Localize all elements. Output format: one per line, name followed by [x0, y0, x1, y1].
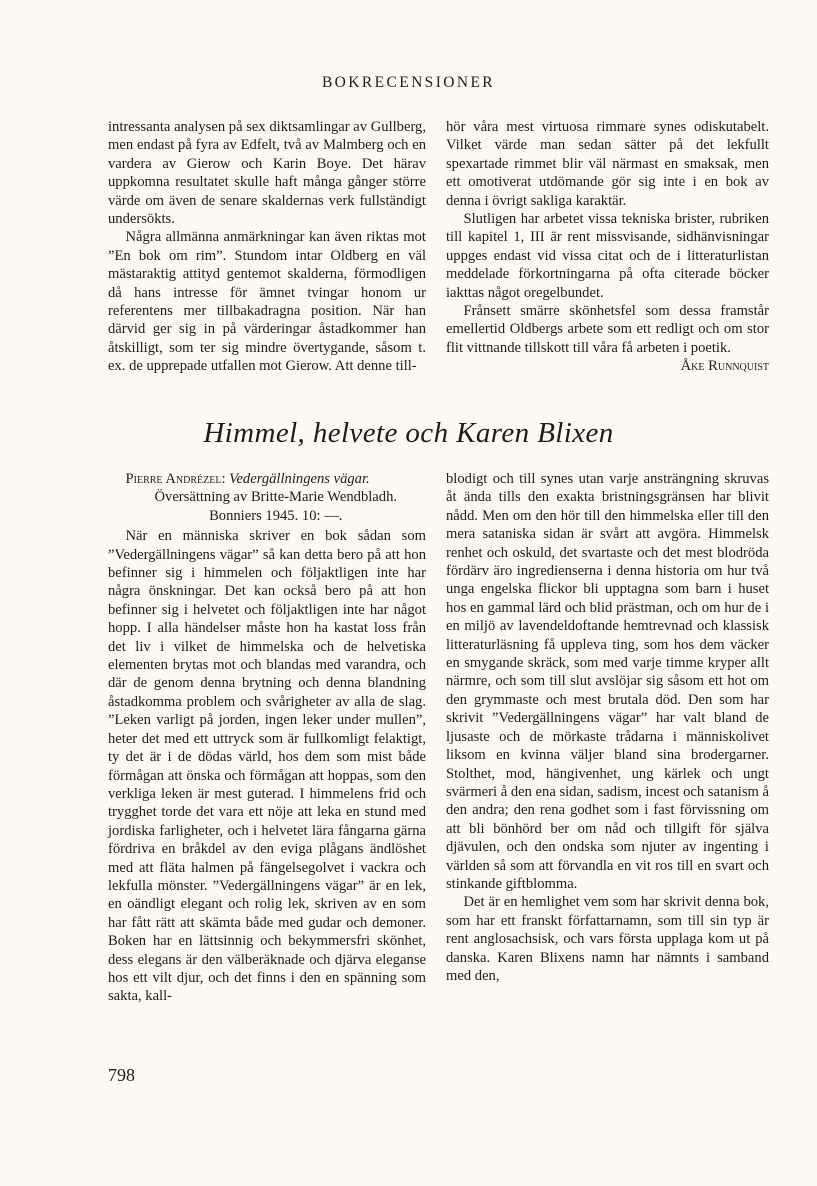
article-right-column: [446, 470, 769, 985]
signature-line: [446, 357, 769, 375]
article-left-column: [108, 470, 426, 1006]
paragraph: blodigt och till synes utan varje ansträngning skruvas åt ända tills den exakta bristningsgränsen har blivit nådd. Men om den hör till den himmelska eller till den mera sataniska sidan är svårt att avgöra. Himmelsk renhet och oskuld, det svartaste och det mest blodröda fördärv äro ingredienserna i denna historia om hur två unga engelska flickor bli upptagna som barn i huset hos en gammal lärd och blid prästman, och om hur de i en miljö av lavendeldoftande hemtrevnad och klassisk litteraturläsning få uppleva ting, som hos dem väcker en smygande skräck, som med varje timme kryper allt närmre, och som till slut avslöjar sig såsom ett hot om den grymmaste och mest brutala död. Den som har skrivit ”Vedergällningens vägar” har valt bland de ljusaste och de mörkaste trådarna i människolivet liksom en kvinna väljer bland sina brodergarner. Stolthet, mod, hängivenhet, ung kärlek och ungt svärmeri å den ena sidan, sadism, incest och satanism å den andra; den rena godhet som i fast förvissning om att bli bönhörd ber om nåd och tillgift för själva djävulen, och den ondska som njuter av ingenting i världen så som att förvandla en vit ros till en svart och stinkande giftblomma.: [446, 471, 769, 892]
bibliographic-entry: Pierre Andrézel: Vedergällningens vägar. Översättning av Britte-Marie Wendbladh. Bonniers 1945. 10: —.: [108, 470, 426, 525]
running-header: BOKRECENSIONER: [321, 74, 496, 91]
review-end-right-column: [446, 118, 769, 376]
paragraph: Slutligen har arbetet vissa tekniska brister, rubriken till kapitel 1, III är rent missvisande, sidhänvisningar uppges endast vid vissa citat och de i litteraturlistan meddelade förkortningarna på ofta citerade böcker iakttas något oregelbundet.: [446, 211, 769, 301]
review-end-left-column: [108, 118, 426, 376]
paragraph: intressanta analysen på sex diktsamlingar av Gullberg, men endast på fyra av Edfelt, två av Malmberg och en vardera av Gierow och Karin Boye. Det härav uppkomna resultatet skulle haft många gånger större värde om även de senare skaldernas verk fullständigt undersökts.: [108, 119, 426, 228]
reviewer-signature: Åke Runnquist: [680, 358, 769, 375]
publisher-info: Bonniers 1945. 10: —.: [209, 507, 343, 524]
translation-credit: Översättning av Britte-Marie Wendbladh.: [154, 489, 398, 506]
page-number: 798: [108, 1065, 135, 1085]
book-author: Pierre Andrézel: [125, 471, 222, 487]
paragraph: Frånsett smärre skönhetsfel som dessa framstår emellertid Oldbergs arbete som ett redligt och om stor flit vittnande tillskott till våra få arbeten i poetik.: [446, 303, 769, 356]
paragraph: När en människa skriver en bok sådan som ”Vedergällningens vägar” så kan detta bero på att hon befinner sig i himmelen och följaktligen inte har några önskningar. Det kan också bero på att hon befinner sig i helvetet och följaktligen inte har något hopp. I alla händelser måste hon ha kastat loss från det liv i vilket de himmelska och de helvetiska elementen brytas mot och blandas med varandra, och där de genom denna brytning och denna blandning åstadkomma problem och svårigheter av alla de slag. ”Leken varligt på jorden, ingen leker under mullen”, heter det med ett uttryck som är fullkomligt felaktigt, ty det är i de dödas värld, hos dem som mist både förmågan att önska och förmågan att hoppas, som den verkliga leken är mest guterad. I himmelens frid och trygghet torde det vara ett nöje att leka en stund med jordiska farligheter, och i helvetet lära fångarna gärna fördriva en bråkdel av den eviga plågans ändlöshet med att fläta halmen på fängelsegolvet i vackra och lekfulla mönster. ”Vedergällningens vägar” är en lek, en oändligt elegant och rolig lek, skriven av en som har fått rätt att skämta både med gudar och demoner. Boken har en lättsinnig och bekymmersfri skönhet, dess elegans är den välberäknade och djärva eleganse hos ett vilt djur, och det finns i den en spänning som sakta, kall-: [108, 528, 426, 1005]
paragraph: Det är en hemlighet vem som har skrivit denna bok, som har ett franskt författarnamn, som till sin typ är rent anglosachsisk, och vars första upplaga kom ut på danska. Karen Blixens namn har nämnts i samband med den,: [446, 894, 769, 984]
book-title: Vedergällningens vägar.: [229, 471, 370, 487]
paragraph: Några allmänna anmärkningar kan även riktas mot ”En bok om rim”. Stundom intar Oldberg en väl mästaraktig attityd gentemot skalderna, förmodligen då hans intresse för ämnet tvingar honom ur referentens mer tillbakadragna position. När han därvid ger sig in på värderingar åstadkommer han åtskilligt, som ter sig mindre övertygande, såsom t. ex. de upprepade utfallen mot Gierow. Att denne till-: [108, 229, 426, 375]
paragraph: hör våra mest virtuosa rimmare synes odiskutabelt. Vilket värde man sedan sätter på det lekfullt spexartade rimmet blir väl närmast en smaksak, men ett omotiverat utdömande gör sig inte i en bok av denna i övrigt sakliga karaktär.: [446, 119, 769, 209]
article-title: Himmel, helvete och Karen Blixen: [203, 417, 614, 449]
